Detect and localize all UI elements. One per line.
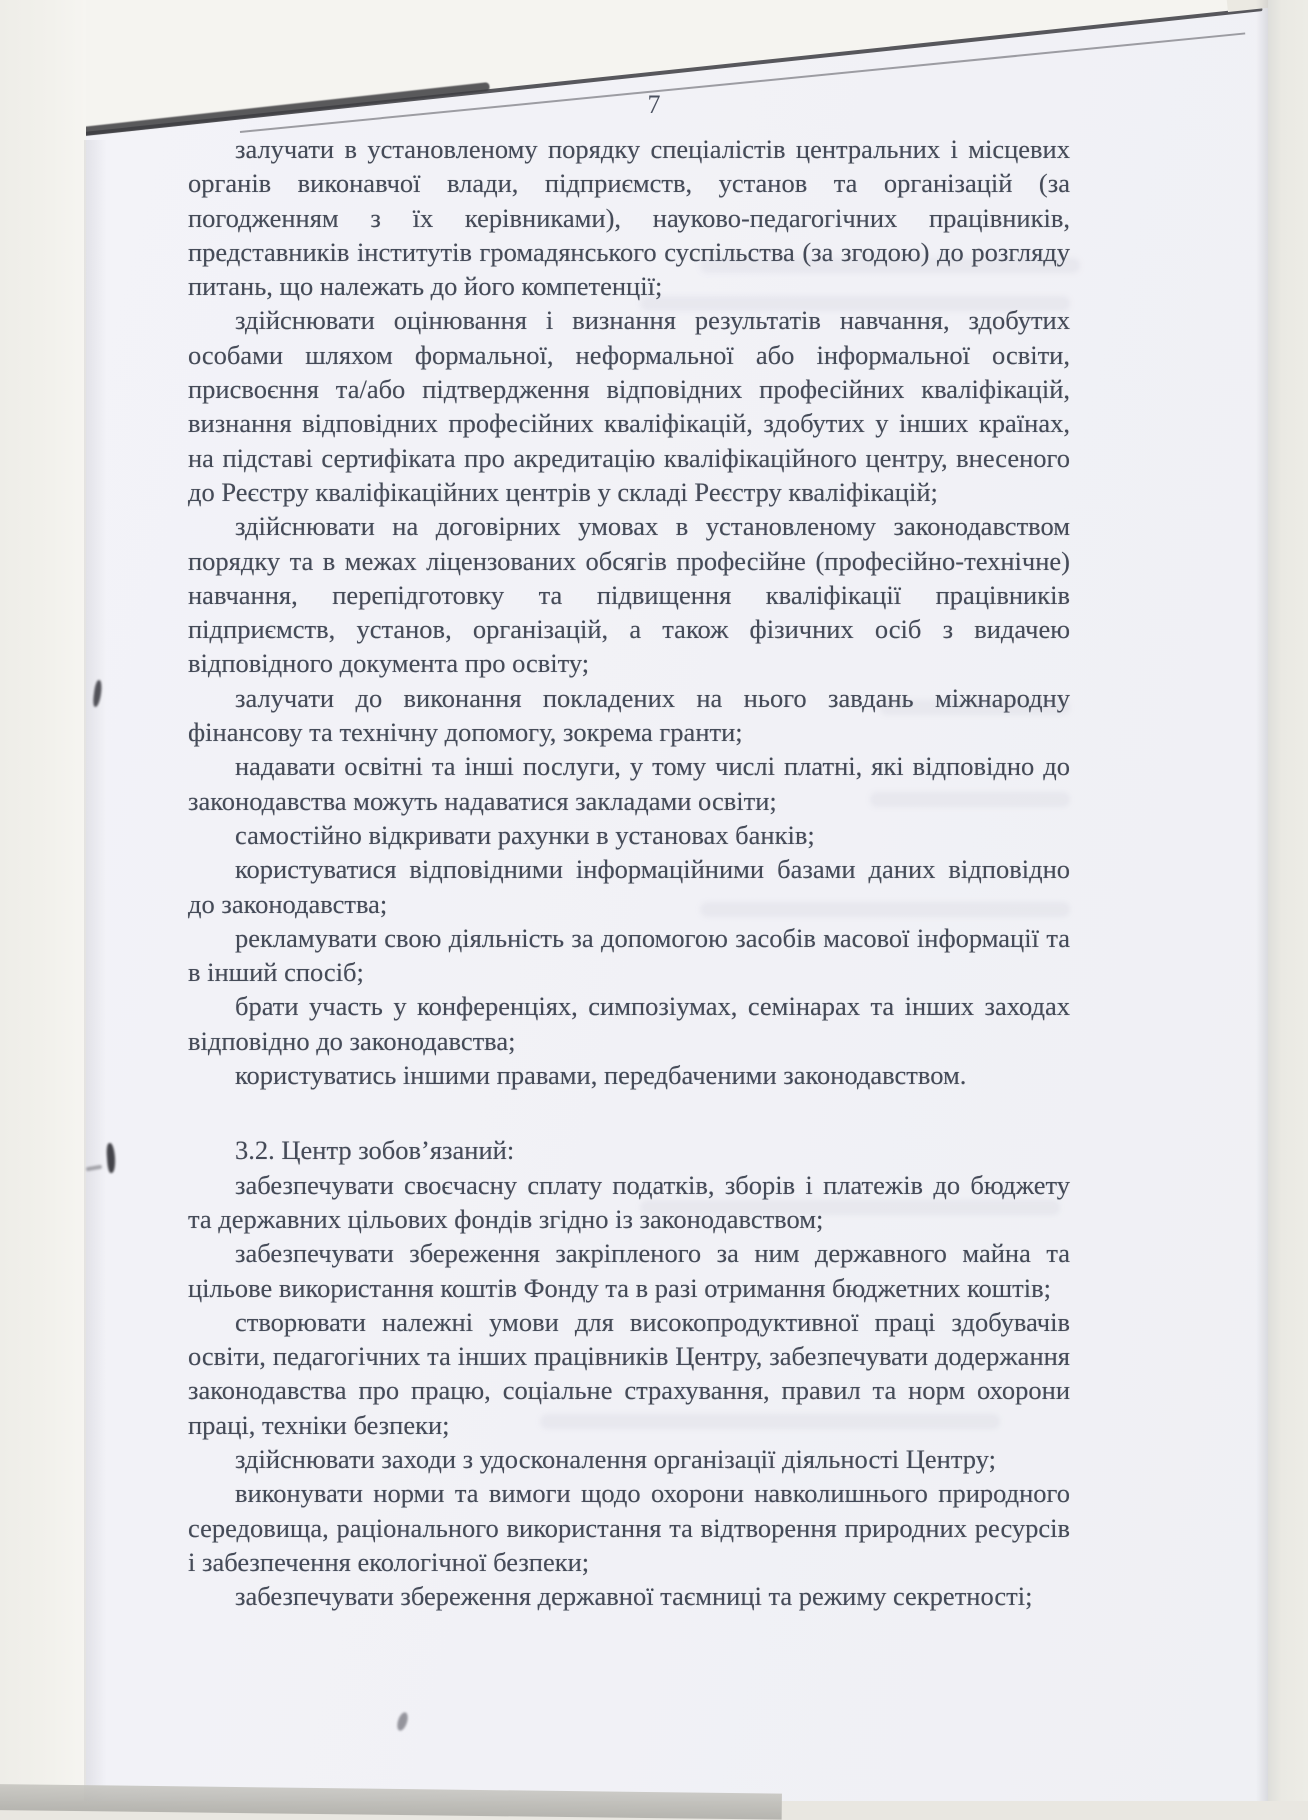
document-body-text [188, 132, 1070, 1613]
scanner-bed-right-strip [1268, 0, 1308, 1801]
obligation-paragraph: створювати належні умови для високопродуктивної праці здобувачів освіти, педагогічних та інших працівників Центру, забезпечувати додержання законодавства про працю, соціальне страхування, правил та норм охорони праці, техніки безпеки; [188, 1306, 1070, 1440]
rights-paragraph: надавати освітні та інші послуги, у тому числі платні, які відповідно до законодавства можуть надаватися закладами освіти; [188, 751, 1070, 816]
obligation-paragraph: виконувати норми та вимоги щодо охорони навколишнього природного середовища, раціонального використання та відтворення природних ресурсів і забезпечення екологічної безпеки; [188, 1478, 1070, 1577]
obligation-paragraph: забезпечувати своєчасну сплату податків, зборів і платежів до бюджету та державних цільових фондів згідно із законодавством; [188, 1169, 1070, 1234]
binding-fold-shadow [84, 140, 114, 1801]
rights-paragraph: рекламувати свою діяльність за допомогою засобів масової інформації та в інший спосіб; [188, 922, 1070, 988]
rights-paragraph: залучати в установленому порядку спеціалістів центральних і місцевих органів виконавчої влади, підприємств, установ та організацій (за погодженням з їх керівниками), науково-педагогічних працівників, представників інститутів громадянського суспільства (за згодою) до розгляду питань, що належать до його компетенції; [188, 134, 1070, 302]
right-edge-shadow [1256, 0, 1268, 1801]
rights-paragraph: залучати до виконання покладених на нього завдань міжнародну фінансову та технічну допомогу, зокрема гранти; [188, 682, 1070, 748]
rights-paragraph: самостійно відкривати рахунки в установах банків; [235, 819, 815, 850]
obligation-paragraph: забезпечувати збереження державної таємниці та режиму секретності; [235, 1581, 1033, 1612]
left-page-margin-strip [0, 0, 86, 1801]
rights-paragraph: користуватися відповідними інформаційними базами даних відповідно до законодавства; [188, 854, 1070, 919]
rights-paragraph: брати участь у конференціях, симпозіумах, семінарах та інших заходах відповідно до законодавства; [188, 991, 1070, 1056]
rights-paragraph: користуватись іншими правами, передбаченими законодавством. [235, 1060, 967, 1091]
obligation-paragraph: здійснювати заходи з удосконалення організації діяльності Центру; [235, 1443, 996, 1474]
page-number: 7 [647, 90, 661, 119]
section-heading-3-2: 3.2. Центр зобов’язаний: [235, 1135, 515, 1166]
obligation-paragraph: забезпечувати збереження закріпленого за ним державного майна та цільове використання коштів Фонду та в разі отримання бюджетних коштів; [188, 1238, 1070, 1303]
rights-paragraph: здійснювати на договірних умовах в установленому законодавством порядку та в межах ліцензованих обсягів професійне (професійно-технічне) навчання, перепідготовку та підвищення кваліфікації працівників підприємств, установ, організацій, а також фізичних осіб з видачею відповідного документа про освіту; [188, 511, 1070, 679]
rights-paragraph: здійснювати оцінювання і визнання результатів навчання, здобутих особами шляхом формальної, неформальної або інформальної освіти, присвоєння та/або підтвердження відповідних професійних кваліфікацій, визнання відповідних професійних кваліфікацій, здобутих у інших країнах, на підставі сертифіката про акредитацію кваліфікаційного центру, внесеного до Реєстру кваліфікаційних центрів у складі Реєстру кваліфікацій; [188, 305, 1070, 507]
